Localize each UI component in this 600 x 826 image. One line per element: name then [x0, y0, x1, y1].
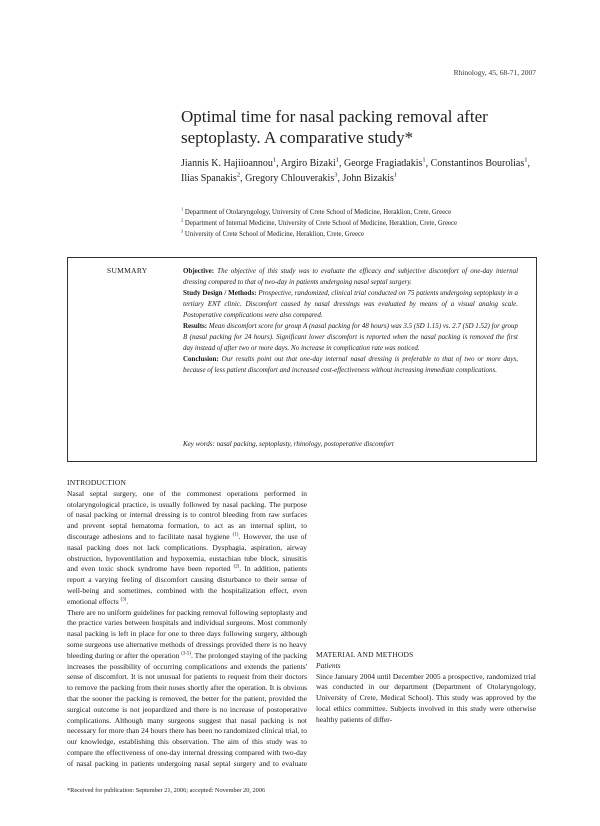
affiliation: $^1$ Department of Otolaryngology, University of Crete School of Medicine, Heraklion, Crete, Greece: [181, 206, 452, 216]
affiliation-mark: 1: [524, 156, 528, 164]
footnote: *Received for publication: September 21, 2006; accepted: November 20, 2006: [67, 787, 266, 794]
abstract-results: Results: Mean discomfort score for group A (nasal packing for 48 hours) was 3.5 (SD 1.15) vs. 2.7 (SD 1.52) for group B (nasal packing for 24 hours). Significant lower discomfort is reported when the nasal packing is removed the first day instead of after two or more days. No increase in complication rate was noticed.: [183, 322, 519, 352]
abstract: [183, 266, 518, 376]
abstract-conclusion: Conclusion: Our results point out that one-day internal nasal dressing is preferable to that of two or more days, because of less patient discomfort and increased cost-effectiveness without increasing immediate complications.: [183, 355, 519, 374]
author: Ilias Spanakis: [181, 173, 237, 184]
affiliation: $^3$ University of Crete School of Medicine, Heraklion, Crete, Greece: [181, 228, 365, 238]
left-column: [67, 478, 307, 770]
abstract-objective: Objective: The objective of this study was to evaluate the efficacy and subjective discomfort of one-day internal dressing compared to that of two-day in patients undergoing nasal septal surgery.: [183, 267, 519, 286]
section-heading: MATERIAL AND METHODS: [316, 650, 414, 659]
affiliation-mark: 1: [393, 171, 398, 179]
paragraph: There are no uniform guidelines for packing removal following septoplasty and the practice varies between hospitals and individual surgeons. Most commonly nasal packing is left in place for one to three days following surgery, although some surgeons use alternative methods of dressings provided there is no heavy bleeding during or after the operation $^{(3-5)}$. The prolonged staying of the packing increases the possibility of occurring complications and extends the patients' sense of discomfort. It is not unusual for patients to request from their doctors to remove the packing from their noses shortly after the operation. It is obvious that the sooner the packing is removed, the better for the patient, provided the surgical outcome is not jeopardized and there is no increase of postoperative complications. Although many surgeons suggest that nasal packing is not necessary for more than 24 hours there has been no randomized clinical trial, to our knowledge, establishing this observation. The aim of this study was to compare the effectiveness of one-day internal dressing compared with two-day of nasal packing in patients undergoing nasal septal surgery and to evaluate: [67, 607, 307, 768]
right-column: [316, 478, 536, 726]
affiliation-mark: 1: [272, 156, 277, 164]
author: George Fragiadakis: [343, 158, 423, 169]
affiliations: [181, 207, 541, 240]
paragraph-continued: [316, 478, 536, 640]
author: Constantinos Bourolias: [430, 158, 525, 169]
subsection-heading: Patients: [316, 660, 341, 670]
affiliation-mark: 1: [422, 156, 426, 164]
author-list: Jiannis K. Hajiioannou$^1$, Argiro Bizaki$^1$, George Fragiadakis$^1$, Constantinos Bourolias$^1$, Ilias Spanakis$^2$, Gregory Chlouverakis$^3$, John Bizakis$^1$: [181, 156, 531, 184]
author: Jiannis K. Hajiioannou: [181, 158, 273, 169]
author: Gregory Chlouverakis: [245, 173, 335, 184]
abstract-design: Study Design / Methods: Prospective, randomized, clinical trial conducted on 75 patients undergoing septoplasty in a tertiary ENT clinic. Discomfort caused by nasal dressings was evaluated by means of a visual analog scale. Postoperative complications were also compared.: [183, 289, 518, 319]
journal-reference: Rhinology, 45, 68-71, 2007: [453, 68, 536, 77]
affiliation: $^2$ Department of Internal Medicine, University of Crete School of Medicine, Heraklion, Crete, Greece: [181, 217, 458, 227]
article-title: Optimal time for nasal packing removal after septoplasty. A comparative study*: [181, 107, 488, 147]
paragraph: Nasal septal surgery, one of the commonest operations performed in otolaryngological practice, is usually followed by nasal packing. The purpose of nasal packing or internal dressing is to control bleeding from raw surfaces and prevent septal hematoma formation, to act as an internal splint, to discourage adhesions and to facilitate nasal hygiene $^{(1)}$. However, the use of nasal packing does not lack complications. Dysphagia, aspiration, airway obstruction, hypoventilation and hypoxemia, eustachian tube block, sinusitis and even toxic shock syndrome have been reported $^{(2)}$. In addition, patients report a varying feeling of discomfort causing disturbance to their sense of well-being and sometimes, combined with the hospitalization effect, even emotional effects $^{(3)}$.: [67, 488, 308, 606]
author: John Bizakis: [342, 173, 394, 184]
affiliation-mark: 1: [335, 156, 339, 164]
section-heading: INTRODUCTION: [67, 478, 127, 487]
affiliation-mark: 2: [236, 171, 241, 179]
affiliation-mark: 3: [334, 171, 338, 179]
paragraph: Since January 2004 until December 2005 a prospective, randomized trial was conducted in our department (Department of Otolaryngology, University of Crete, Medical School). This study was approved by the local ethics committee. Subjects involved in this study were otherwise healthy patients of differ-: [316, 671, 536, 724]
keywords: Key words: nasal packing, septoplasty, rhinology, postoperative discomfort: [183, 440, 394, 448]
author: Argiro Bizaki: [280, 158, 336, 169]
summary-label: SUMMARY: [107, 266, 148, 275]
